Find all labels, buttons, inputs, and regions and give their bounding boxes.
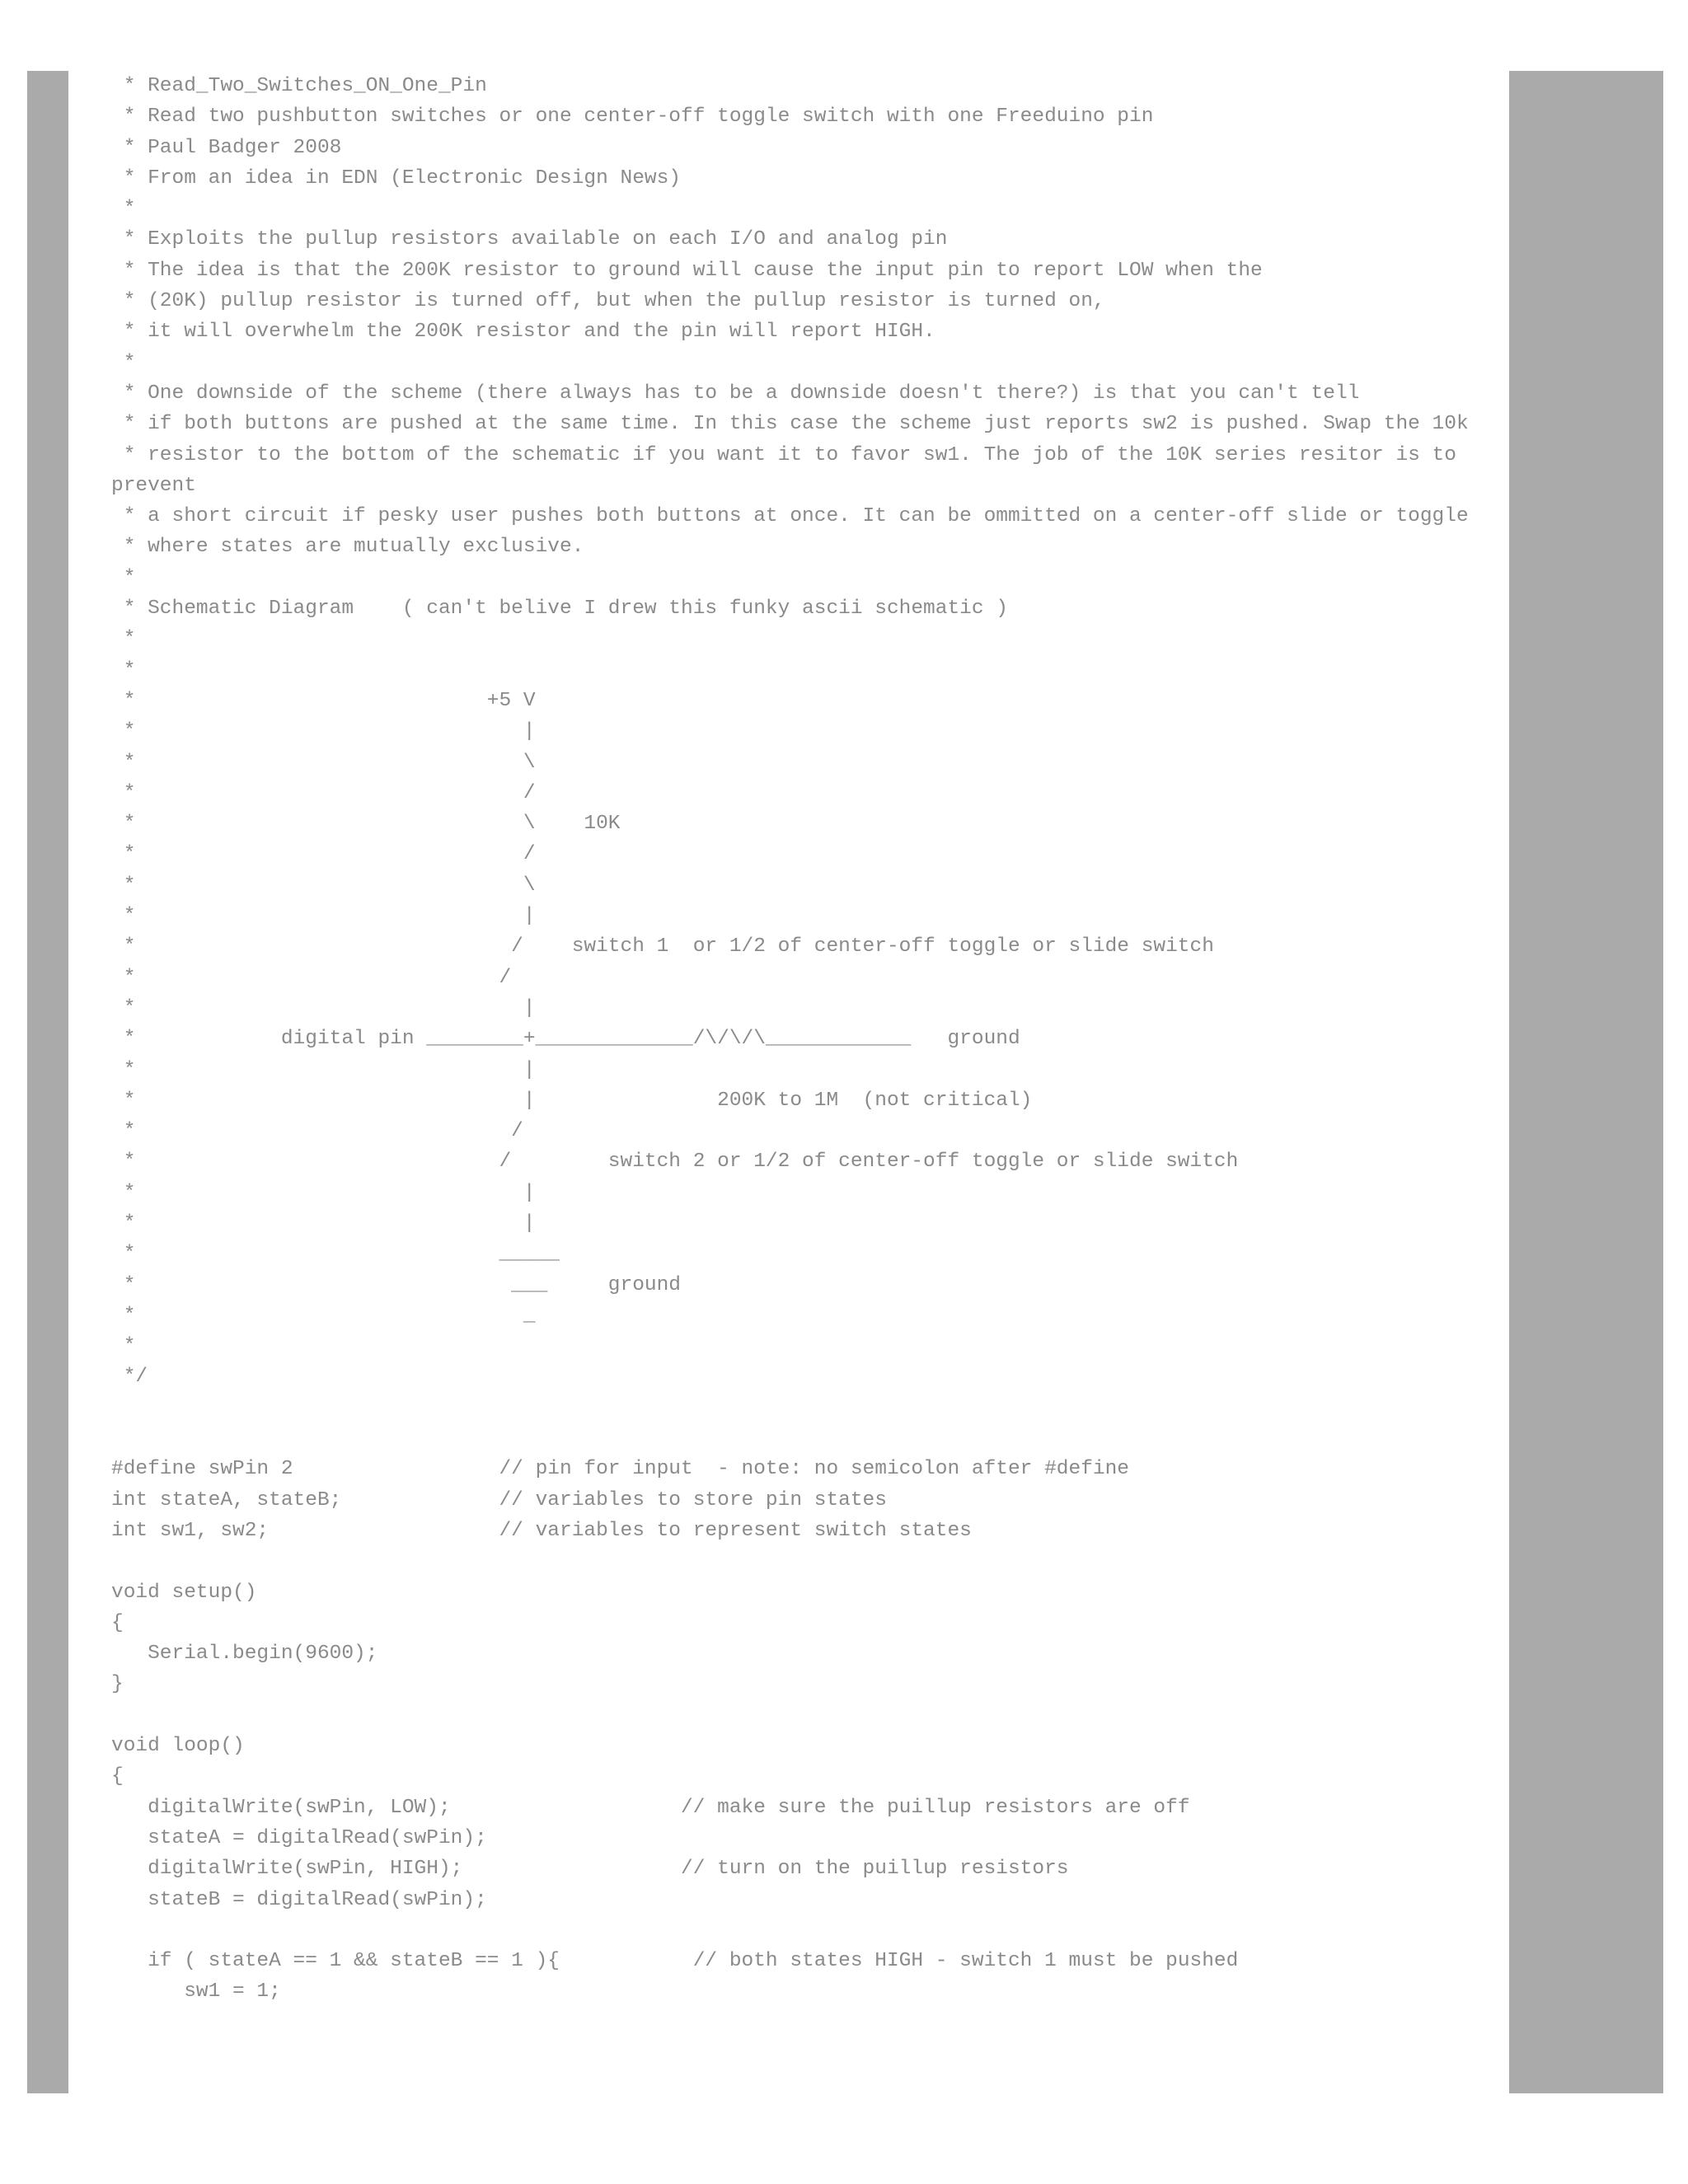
code-line: * \: [111, 874, 536, 897]
code-line: * / switch 1 or 1/2 of center-off toggle or slide switch: [111, 935, 1214, 958]
code-line: * Schematic Diagram ( can't belive I drew this funky ascii schematic ): [111, 598, 1008, 621]
code-panel: [68, 71, 1509, 2093]
code-line: void setup(): [111, 1581, 257, 1604]
code-line: * Read_Two_Switches_ON_One_Pin: [111, 75, 487, 97]
code-line: * | 200K to 1M (not critical): [111, 1089, 1033, 1112]
code-line: digitalWrite(swPin, LOW); // make sure the puillup resistors are off: [111, 1796, 1190, 1819]
code-line: [111, 1700, 1504, 1731]
code-line: * |: [111, 996, 536, 1019]
code-line: int stateA, stateB; // variables to store pin states: [111, 1488, 887, 1511]
code-line: * From an idea in EDN (Electronic Design News): [111, 166, 682, 190]
code-line: * Read two pushbutton switches or one center-off toggle switch with one Freeduino pin: [111, 105, 1154, 129]
code-line: * /: [111, 781, 536, 804]
code-line: * / switch 2 or 1/2 of center-off toggle or slide switch: [111, 1151, 1239, 1174]
code-line: [111, 1423, 1504, 1454]
code-line: * One downside of the scheme (there always has to be a downside doesn't there?) is that you can't tell: [111, 382, 1360, 405]
code-line: * if both buttons are pushed at the same time. In this case the scheme just reports sw2 is pushed. Swap the 10k: [111, 413, 1469, 436]
code-line: * a short circuit if pesky user pushes both buttons at once. It can be ommitted on a center-off slide or toggle: [111, 505, 1469, 528]
code-line: [111, 1546, 1504, 1577]
code-line: [111, 1393, 1504, 1423]
code-line: * The idea is that the 200K resistor to ground will cause the input pin to report LOW when the: [111, 259, 1263, 282]
code-line: digitalWrite(swPin, HIGH); // turn on the puillup resistors: [111, 1858, 1069, 1881]
code-line: Serial.begin(9600);: [111, 1643, 378, 1666]
code-line: * Paul Badger 2008: [111, 136, 342, 159]
code-line: * |: [111, 905, 536, 928]
code-line: *: [111, 566, 136, 589]
code-line: * /: [111, 1120, 523, 1143]
code-line: }: [111, 1673, 124, 1696]
code-line: * \: [111, 751, 536, 774]
code-line: *: [111, 658, 136, 682]
source-code: [111, 71, 1504, 2008]
code-line: * |: [111, 1181, 536, 1204]
code-line: void loop(): [111, 1735, 245, 1758]
code-line: {: [111, 1765, 124, 1788]
code-line: int sw1, sw2; // variables to represent switch states: [111, 1519, 972, 1542]
code-line: *: [111, 628, 136, 651]
code-line: * (20K) pullup resistor is turned off, but when the pullup resistor is turned on,: [111, 290, 1105, 313]
code-line: stateB = digitalRead(swPin);: [111, 1888, 487, 1911]
code-line: *: [111, 1335, 136, 1358]
code-line: *: [111, 351, 136, 374]
code-line: * |: [111, 1212, 536, 1235]
code-line: #define swPin 2 // pin for input - note: no semicolon after #define: [111, 1458, 1130, 1481]
document-frame: [27, 71, 1663, 2093]
code-line: * _: [111, 1304, 536, 1327]
code-line: * \ 10K: [111, 813, 621, 836]
code-line: * resistor to the bottom of the schematic if you want it to favor sw1. The job of the 10K series resitor is to prevent: [111, 443, 1469, 497]
code-line: * _____: [111, 1243, 560, 1266]
code-line: * digital pin ________+_____________/\/\/\____________ ground: [111, 1028, 1020, 1051]
code-line: * /: [111, 966, 512, 989]
code-line: * |: [111, 1058, 536, 1081]
code-line: * |: [111, 720, 536, 743]
code-line: *: [111, 198, 136, 221]
code-line: stateA = digitalRead(swPin);: [111, 1826, 487, 1849]
code-line: * Exploits the pullup resistors available on each I/O and analog pin: [111, 228, 948, 251]
code-line: {: [111, 1611, 124, 1634]
code-line: * it will overwhelm the 200K resistor and the pin will report HIGH.: [111, 321, 935, 344]
code-line: * /: [111, 843, 536, 866]
code-line: */: [111, 1366, 148, 1389]
code-line: sw1 = 1;: [111, 1980, 281, 2004]
code-line: * ___ ground: [111, 1273, 682, 1296]
code-line: * where states are mutually exclusive.: [111, 536, 584, 559]
code-line: if ( stateA == 1 && stateB == 1 ){ // both states HIGH - switch 1 must be pushed: [111, 1950, 1239, 1973]
code-line: * +5 V: [111, 689, 536, 712]
code-line: [111, 1915, 1504, 1946]
